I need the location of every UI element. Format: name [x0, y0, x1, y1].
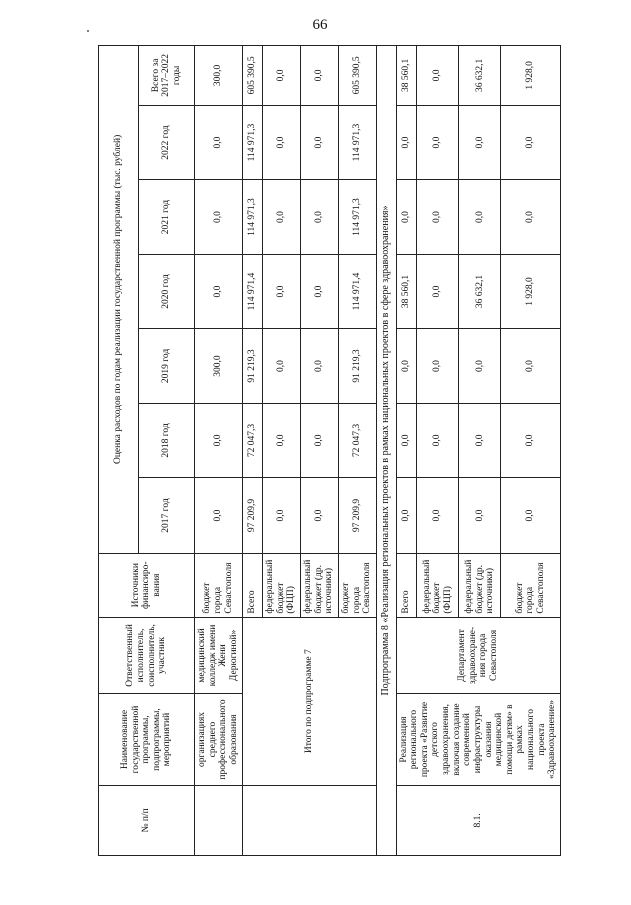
value-cell: 0,0: [300, 403, 338, 477]
value-cell: 0,0: [396, 403, 417, 477]
value-cell: 114 971,3: [242, 105, 262, 179]
value-cell: 0,0: [417, 403, 459, 477]
value-cell: 0,0: [195, 254, 243, 328]
item-src: федеральный бюджет (ФЦП): [417, 553, 459, 617]
header-resp: Ответственный исполнитель, соисполнитель, участник: [99, 617, 195, 694]
item-src: Всего: [396, 553, 417, 617]
scan-speck: [87, 30, 89, 32]
value-cell: 0,0: [417, 329, 459, 403]
value-cell: 0,0: [195, 403, 243, 477]
itogo-label: Итого по подпрограмме 7: [242, 617, 376, 785]
value-cell: 0,0: [417, 254, 459, 328]
header-year: 2022 год: [139, 105, 195, 179]
value-cell: 1 928,0: [501, 46, 560, 106]
itogo-src: федеральный бюджет (ФЦП): [262, 553, 300, 617]
value-cell: 91 219,3: [338, 329, 376, 403]
value-cell: 300,0: [195, 46, 243, 106]
value-cell: 0,0: [459, 180, 501, 254]
rotated-budget-table: [98, 45, 558, 856]
header-year: Всего за 2017–2022 годы: [139, 46, 195, 106]
value-cell: 97 209,9: [338, 478, 376, 554]
value-cell: 0,0: [417, 180, 459, 254]
item-name: Реализация регионального проекта «Развитие детского здравоохранения, включая создание современной инфраструктуры оказания медицинской помощи детям» в рамках национального проекта «Здравоохранение»: [396, 694, 560, 786]
value-cell: 0,0: [459, 329, 501, 403]
subprogram-title: Подпрограмма 8 «Реализация региональных проектов в рамках национальных проектов в сфере здравоохранения»: [376, 46, 396, 856]
value-cell: 605 390,5: [338, 46, 376, 106]
itogo-src: Всего: [242, 553, 262, 617]
header-name: Наименование государственной программы, подпрограммы, мероприятий: [99, 694, 195, 786]
value-cell: 114 971,3: [338, 180, 376, 254]
value-cell: 0,0: [300, 105, 338, 179]
value-cell: 0,0: [300, 46, 338, 106]
header-estimate: Оценка расходов по годам реализации государственной программы (тыс. рублей): [99, 46, 139, 554]
value-cell: 0,0: [262, 329, 300, 403]
value-cell: 72 047,3: [338, 403, 376, 477]
value-cell: 0,0: [300, 478, 338, 554]
row-name: организациях среднего профессионального образования: [195, 694, 243, 786]
value-cell: 0,0: [300, 180, 338, 254]
value-cell: 1 928,0: [501, 254, 560, 328]
value-cell: 0,0: [262, 46, 300, 106]
value-cell: 0,0: [262, 478, 300, 554]
value-cell: 605 390,5: [242, 46, 262, 106]
value-cell: 38 560,1: [396, 46, 417, 106]
header-year: 2017 год: [139, 478, 195, 554]
item-src: бюджет города Севастополя: [501, 553, 560, 617]
row-src: бюджет города Севастополя: [195, 553, 243, 617]
value-cell: 72 047,3: [242, 403, 262, 477]
item-src: федеральный бюджет (др. источники): [459, 553, 501, 617]
value-cell: 114 971,3: [242, 180, 262, 254]
value-cell: 0,0: [300, 329, 338, 403]
value-cell: 0,0: [262, 180, 300, 254]
value-cell: 0,0: [459, 403, 501, 477]
value-cell: 0,0: [262, 254, 300, 328]
header-year: 2019 год: [139, 329, 195, 403]
item-resp: Департамент здравоохране-ния города Севастополя: [396, 617, 560, 694]
value-cell: 0,0: [396, 329, 417, 403]
value-cell: 0,0: [501, 478, 560, 554]
header-src: Источники финансиро-вания: [99, 553, 195, 617]
itogo-src: федеральный бюджет (др. источники): [300, 553, 338, 617]
value-cell: 0,0: [459, 105, 501, 179]
value-cell: 0,0: [417, 478, 459, 554]
value-cell: 0,0: [417, 46, 459, 106]
value-cell: 0,0: [195, 105, 243, 179]
value-cell: 0,0: [396, 180, 417, 254]
row-resp: медицинский колледж имени Жени Дерюгиной»: [195, 617, 243, 694]
value-cell: 114 971,4: [338, 254, 376, 328]
value-cell: 114 971,3: [338, 105, 376, 179]
value-cell: 0,0: [262, 105, 300, 179]
header-year: 2021 год: [139, 180, 195, 254]
value-cell: 0,0: [262, 403, 300, 477]
value-cell: 0,0: [195, 180, 243, 254]
value-cell: 0,0: [501, 105, 560, 179]
budget-table: [98, 45, 561, 856]
value-cell: 0,0: [396, 478, 417, 554]
value-cell: 114 971,4: [242, 254, 262, 328]
value-cell: 0,0: [501, 180, 560, 254]
value-cell: 0,0: [459, 478, 501, 554]
itogo-src: бюджет города Севастополя: [338, 553, 376, 617]
page-number: 66: [312, 17, 328, 33]
header-year: 2018 год: [139, 403, 195, 477]
value-cell: 97 209,9: [242, 478, 262, 554]
value-cell: 0,0: [195, 478, 243, 554]
value-cell: 300,0: [195, 329, 243, 403]
value-cell: 36 632,1: [459, 254, 501, 328]
item-num: 8.1.: [396, 785, 560, 855]
header-num: № п/п: [99, 785, 195, 855]
itogo-num-empty: [242, 785, 376, 855]
value-cell: 0,0: [501, 329, 560, 403]
value-cell: 0,0: [501, 403, 560, 477]
value-cell: 91 219,3: [242, 329, 262, 403]
value-cell: 0,0: [300, 254, 338, 328]
value-cell: 36 632,1: [459, 46, 501, 106]
row-num-empty: [195, 785, 243, 855]
value-cell: 0,0: [396, 105, 417, 179]
value-cell: 0,0: [417, 105, 459, 179]
value-cell: 38 560,1: [396, 254, 417, 328]
header-year: 2020 год: [139, 254, 195, 328]
